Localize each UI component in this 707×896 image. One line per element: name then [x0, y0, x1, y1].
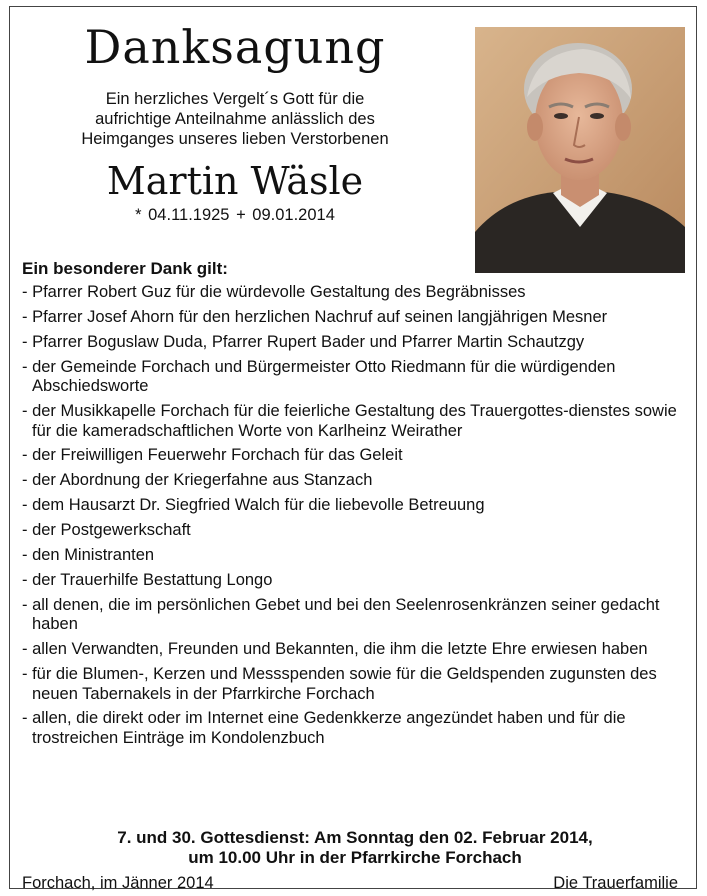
- list-item: - Pfarrer Boguslaw Duda, Pfarrer Rupert Bader und Pfarrer Martin Schautzgy: [22, 332, 585, 351]
- thanks-heading: Ein besonderer Dank gilt:: [22, 259, 228, 278]
- footer-place-date: Forchach, im Jänner 2014: [22, 874, 214, 892]
- intro-line: Ein herzliches Vergelt´s Gott für die: [105, 90, 365, 108]
- obituary-notice: [9, 6, 697, 892]
- intro-line: aufrichtige Anteilnahme anlässlich des: [95, 110, 375, 128]
- heading-block: [20, 19, 450, 225]
- list-item: - Pfarrer Robert Guz für die würdevolle Gestaltung des Begräbnisses: [22, 283, 526, 301]
- portrait-image: [475, 27, 685, 273]
- list-item: - all denen, die im persönlichen Gebet und bei den Seelenrosenkränzen seiner gedacht haben: [22, 595, 660, 634]
- thanks-list: [22, 283, 688, 748]
- intro-text: [20, 89, 450, 149]
- service-announcement: [22, 828, 688, 868]
- list-item: - der Trauerhilfe Bestattung Longo: [22, 570, 273, 589]
- list-item: - der Freiwilligen Feuerwehr Forchach für das Geleit: [22, 446, 403, 465]
- list-item: - allen, die direkt oder im Internet eine Gedenkkerze angezündet haben und für die trostreichen Einträge im Kondolenzbuch: [22, 709, 626, 747]
- list-item: - der Gemeinde Forchach und Bürgermeister Otto Riedmann für die würdigenden Abschiedsworte: [22, 357, 616, 396]
- thanks-section: [22, 259, 688, 754]
- service-line: um 10.00 Uhr in der Pfarrkirche Forchach: [188, 848, 522, 867]
- list-item: - Pfarrer Josef Ahorn für den herzlichen Nachruf auf seinen langjährigen Mesner: [22, 307, 608, 326]
- deceased-name: Martin Wäsle: [106, 159, 364, 203]
- list-item: - für die Blumen-, Kerzen und Messspenden sowie für die Geldspenden zugunsten des neuen Tabernakels in der Pfarrkirche Forchach: [22, 665, 657, 703]
- notice-title: Danksagung: [84, 20, 386, 74]
- intro-line: Heimganges unseres lieben Verstorbenen: [81, 130, 389, 148]
- list-item: - dem Hausarzt Dr. Siegfried Walch für die liebevolle Betreuung: [22, 496, 485, 515]
- list-item: - der Postgewerkschaft: [22, 521, 191, 540]
- life-dates: * 04.11.1925 + 09.01.2014: [135, 206, 335, 224]
- portrait-photo: [475, 27, 685, 273]
- list-item: - allen Verwandten, Freunden und Bekannten, die ihm die letzte Ehre erwiesen haben: [22, 640, 648, 659]
- list-item: - der Abordnung der Kriegerfahne aus Stanzach: [22, 471, 373, 490]
- footer-signature: Die Trauerfamilie: [553, 874, 678, 892]
- list-item: - der Musikkapelle Forchach für die feierliche Gestaltung des Trauergottes-dienstes sowie für die kameradschaftlichen Worte von Karlheinz Weirather: [22, 402, 677, 440]
- service-line: 7. und 30. Gottesdienst: Am Sonntag den 02. Februar 2014,: [117, 828, 593, 847]
- list-item: - den Ministranten: [22, 546, 155, 565]
